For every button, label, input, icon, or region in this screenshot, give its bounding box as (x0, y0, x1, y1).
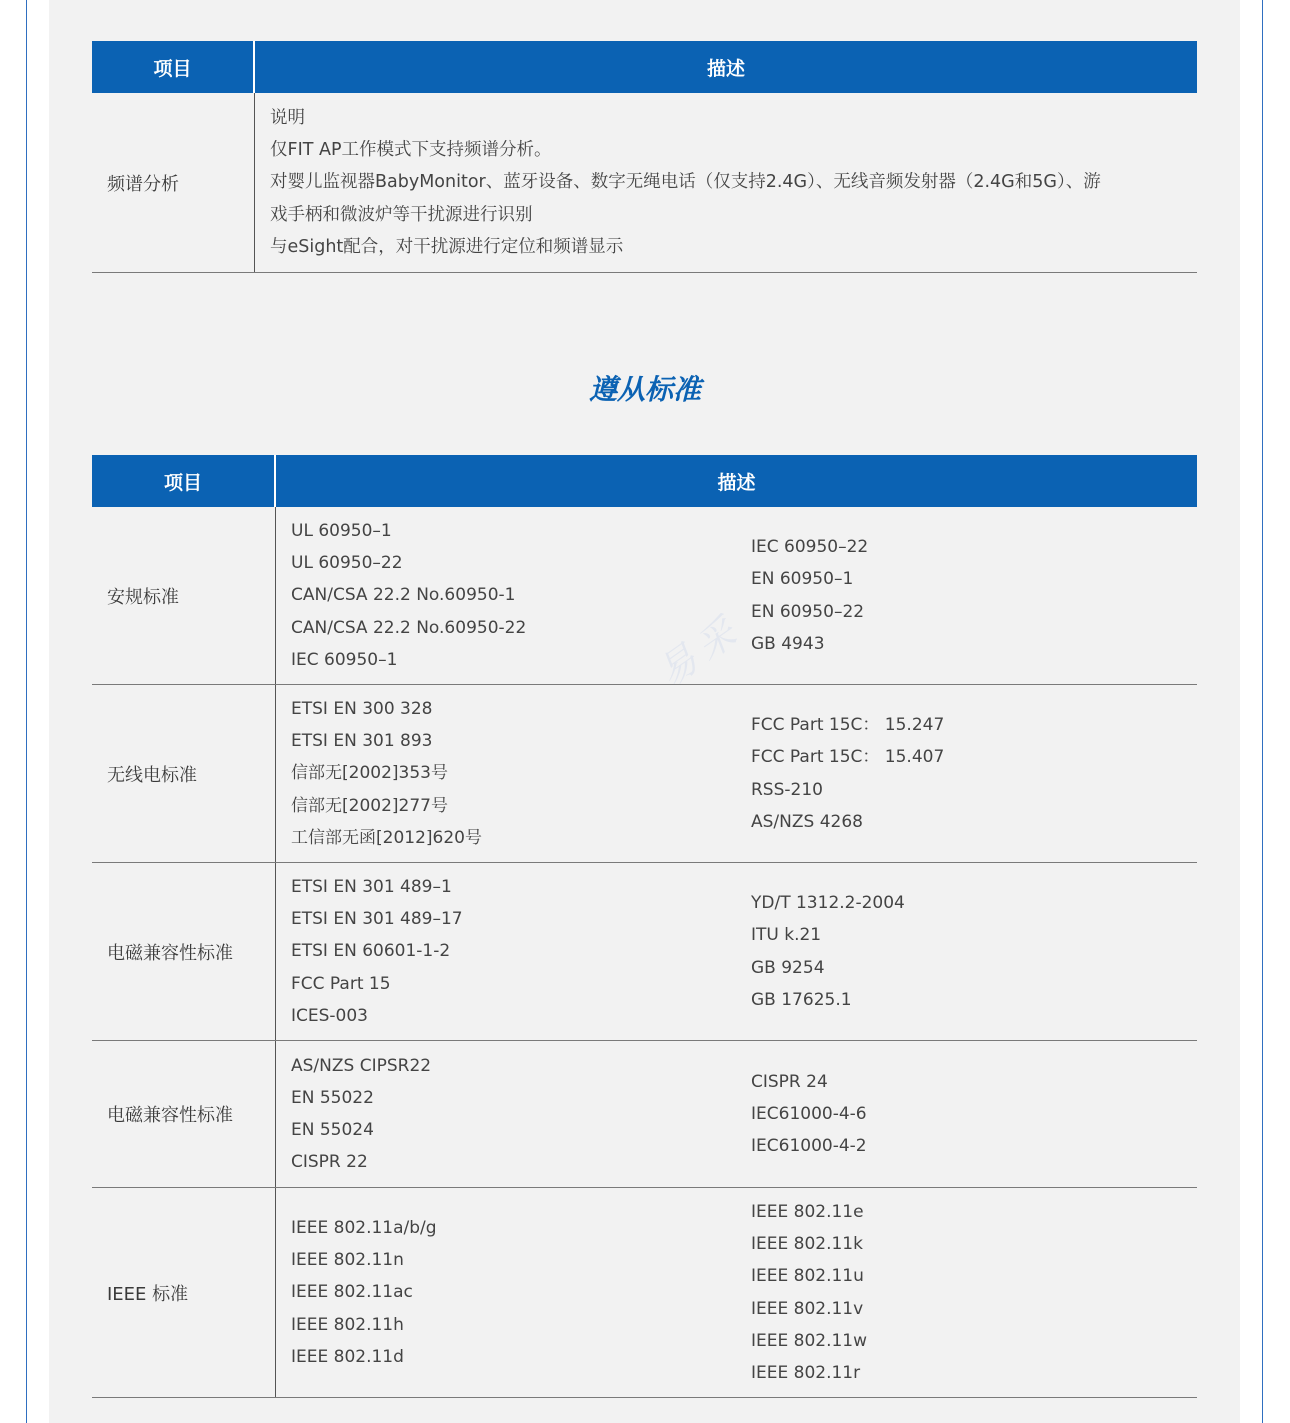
standard-entry: ETSI EN 300 328 (291, 698, 433, 719)
standard-entry: IEEE 802.11r (751, 1362, 861, 1383)
header-desc: 描述 (706, 57, 745, 80)
row-item-label: 电磁兼容性标准 (92, 1041, 276, 1187)
header-item: 项目 (92, 455, 276, 507)
page-frame-right (1262, 0, 1263, 1423)
standard-entry: IEC 60950–22 (751, 537, 869, 558)
desc-column-right (751, 1041, 1197, 1187)
standard-entry: GB 4943 (751, 633, 825, 654)
standard-entry: EN 60950–1 (751, 569, 854, 590)
standard-entry: FCC Part 15 (291, 973, 391, 994)
standard-entry: IEC61000-4-6 (751, 1103, 867, 1124)
standard-entry: ETSI EN 301 489–17 (291, 909, 463, 930)
page-frame-left (26, 0, 27, 1423)
desc-column-left (291, 1188, 751, 1397)
standard-entry: 信部无[2002]277号 (291, 795, 448, 816)
table-row (92, 863, 1197, 1041)
standard-entry: CISPR 24 (751, 1071, 828, 1092)
standard-entry: ETSI EN 301 893 (291, 731, 433, 752)
row-item-label: 安规标准 (92, 507, 276, 684)
standard-entry: AS/NZS 4268 (751, 811, 863, 832)
row-desc-cell (255, 93, 1197, 272)
standard-entry: EN 60950–22 (751, 601, 865, 622)
standard-entry: GB 9254 (751, 957, 825, 978)
standard-entry: FCC Part 15C： 15.247 (751, 715, 945, 736)
standard-entry: FCC Part 15C： 15.407 (751, 747, 945, 768)
section-title: 遵从标准 (588, 373, 701, 406)
desc-column-right (751, 863, 1197, 1040)
standard-entry: UL 60950–22 (291, 553, 403, 574)
standard-entry: 工信部无函[2012]620号 (291, 827, 482, 848)
table-row (92, 1041, 1197, 1188)
standard-entry: CISPR 22 (291, 1152, 368, 1173)
standard-entry: EN 55024 (291, 1120, 374, 1140)
header-desc: 描述 (717, 471, 756, 494)
standard-entry: IEEE 802.11v (751, 1298, 864, 1319)
standard-entry: IEEE 802.11ac (291, 1282, 413, 1303)
row-item-label: IEEE 标准 (92, 1188, 276, 1397)
table-row (92, 685, 1197, 863)
table-header (92, 41, 1197, 93)
desc-column-right (751, 1188, 1197, 1397)
row-item-label: 无线电标准 (92, 685, 276, 862)
spectrum-analysis-table (92, 41, 1197, 273)
standard-entry: EN 55022 (291, 1087, 374, 1108)
desc-lines (270, 93, 1113, 272)
standard-entry: ICES-003 (291, 1005, 368, 1026)
standard-entry: AS/NZS CIPSR22 (291, 1055, 432, 1076)
desc-column-left (291, 685, 751, 862)
standard-entry: GB 17625.1 (751, 989, 852, 1010)
row-desc-cell (276, 1041, 1197, 1187)
row-item-label: 电磁兼容性标准 (92, 863, 276, 1040)
standard-entry: IEEE 802.11n (291, 1250, 404, 1271)
header-item: 项目 (92, 41, 255, 93)
row-desc-cell (276, 685, 1197, 862)
row-desc-cell (276, 1188, 1197, 1397)
standard-entry: UL 60950–1 (291, 520, 392, 541)
standard-entry: 信部无[2002]353号 (291, 763, 448, 784)
standard-entry: IEEE 802.11w (751, 1330, 868, 1351)
compliance-standards-table (92, 455, 1197, 1398)
desc-line: 戏手柄和微波炉等干扰源进行识别 (270, 204, 533, 225)
standard-entry: IEEE 802.11k (751, 1234, 863, 1255)
standard-entry: YD/T 1312.2-2004 (751, 893, 905, 914)
table-row (92, 93, 1197, 273)
desc-line: 说明 (270, 107, 305, 128)
standard-entry: IEC61000-4-2 (751, 1136, 867, 1157)
row-item-label: 频谱分析 (92, 93, 255, 272)
desc-line: 与eSight配合，对干扰源进行定位和频谱显示 (270, 236, 624, 257)
standard-entry: ITU k.21 (751, 925, 822, 946)
standard-entry: ETSI EN 301 489–1 (291, 876, 452, 897)
desc-column-left (291, 863, 751, 1040)
desc-column-left (291, 1041, 751, 1187)
standard-entry: IEEE 802.11u (751, 1266, 864, 1287)
table-row (92, 507, 1197, 685)
row-desc-cell (276, 863, 1197, 1040)
desc-line: 仅FIT AP工作模式下支持频谱分析。 (270, 140, 552, 161)
desc-column-right (751, 507, 1197, 684)
table-header (92, 455, 1197, 507)
desc-column-right (751, 685, 1197, 862)
standard-entry: ETSI EN 60601-1-2 (291, 941, 451, 962)
watermark: 易采 (649, 605, 751, 695)
standard-entry: IEEE 802.11a/b/g (291, 1217, 437, 1238)
standard-entry: IEEE 802.11d (291, 1346, 404, 1367)
table-body (92, 507, 1197, 1398)
standard-entry: RSS-210 (751, 779, 823, 800)
standard-entry: IEEE 802.11e (751, 1201, 864, 1222)
standard-entry: CAN/CSA 22.2 No.60950-22 (291, 617, 527, 638)
table-row (92, 1188, 1197, 1398)
row-desc-cell (276, 507, 1197, 684)
standard-entry: IEC 60950–1 (291, 649, 398, 670)
standard-entry: IEEE 802.11h (291, 1314, 404, 1335)
standard-entry: CAN/CSA 22.2 No.60950-1 (291, 585, 516, 606)
desc-column-left (291, 507, 751, 684)
desc-line: 对婴儿监视器BabyMonitor、蓝牙设备、数字无绳电话（仅支持2.4G）、无线音频发射器（2.4G和5G）、游 (270, 172, 1101, 193)
